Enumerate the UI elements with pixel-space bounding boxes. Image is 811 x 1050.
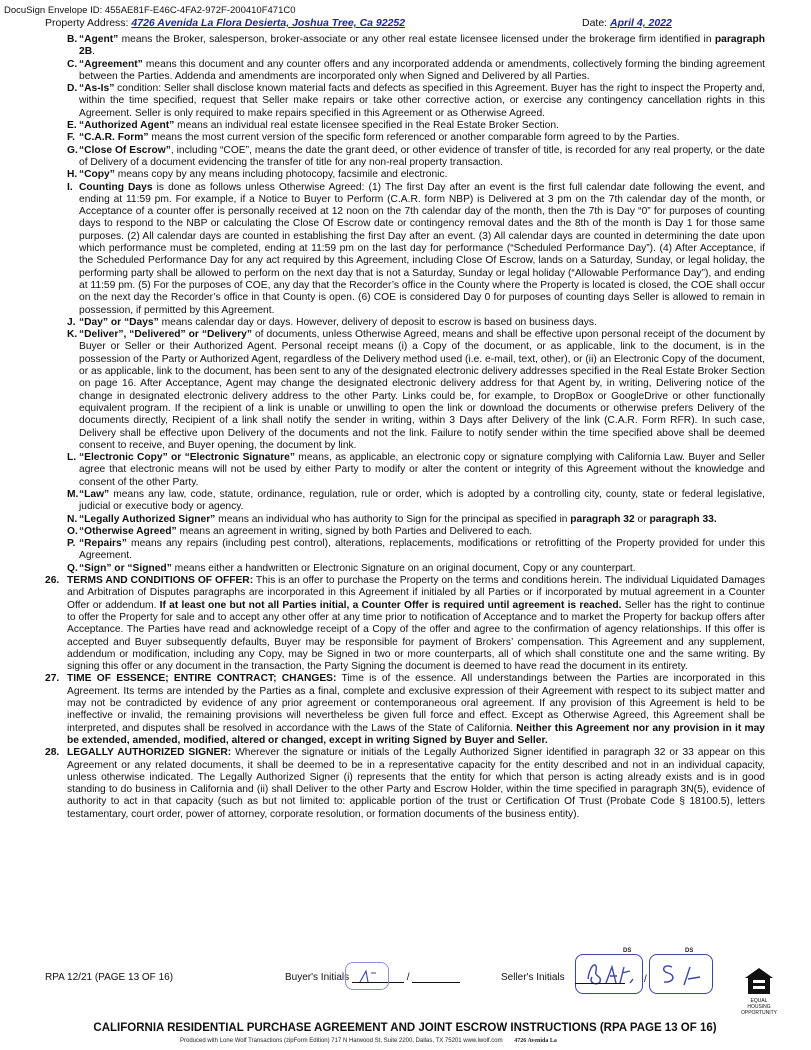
definition-term: “As-Is” — [79, 83, 115, 95]
definition-item — [45, 59, 765, 84]
definition-text: of documents, unless Otherwise Agreed, means and shall be effective upon personal receipt of the document by Buyer or Seller or their Authorized Agent. Personal receipt means (i) a Copy of the document, or as applicable, link to the document, is in the possession of the Party or Authorized Agent, regardless of the Delivery method used (i.e. e-mail, text, other), or (ii) an Electronic Copy of the document, or as applicable, link to the document, has been sent to any of the designated electronic delivery addresses specified in the Real Estate Broker Section on page 16. After Acceptance, Agent may change the designated electronic delivery address for that Agent by, in writing, Delivering notice of the change in designated electronic delivery address to the other Party. Links could be, for example, to DropBox or GoogleDrive or other functionally equivalent program. If the recipient of a link is unable or unwilling to open the link or download the documents or otherwise prefers Delivery of the documents directly, Recipient of a link shall notify the sender in writing, within 3 Days after Delivery of the link (C.A.R. Form RFR). In such case, Delivery shall be effective upon Delivery of the documents and not the link. Failure to notify sender within the time specified above shall be deemed consent to receive, and Buyer opening, the document by link. — [79, 329, 765, 451]
definition-label: H. — [67, 169, 78, 181]
paragraph-title: TIME OF ESSENCE; ENTIRE CONTRACT; CHANGES: — [67, 673, 337, 685]
definition-label: C. — [67, 58, 78, 70]
definition-item — [45, 526, 765, 538]
paragraph-27 — [45, 673, 765, 747]
definition-label: B. — [67, 34, 78, 45]
buyer-initials-blank-2[interactable] — [412, 973, 460, 983]
definition-label: G. — [67, 144, 78, 156]
definition-term: “Deliver”, “Delivered” or “Delivery” — [79, 329, 252, 341]
paragraph-bold-text: If at least one but not all Parties initial, a Counter Offer is required until agreement is reached. — [159, 599, 622, 611]
buyer-initials-label: Buyer's Initials — [285, 972, 350, 983]
definition-text: means an individual who has authority to Sign for the principal as specified in — [215, 513, 571, 525]
definition-item — [45, 329, 765, 452]
definition-text: means an agreement in writing, signed by both Parties and Delivered to each. — [176, 525, 533, 537]
definition-item — [45, 132, 765, 144]
definition-text: means the most current version of the specific form referenced or another comparable form agreed to by the Parties. — [148, 132, 680, 144]
buyer-initials-docusign-box[interactable] — [345, 962, 389, 990]
definition-text: condition: Seller shall disclose known material facts and defects as specified in this Agreement. Buyer has the right to inspect the Property and, within the time specified, request that Seller make repairs or take other corrective action, or exercise any contingency cancellation rights in this Agreement. Seller is only required to make repairs specified in this Agreement or as Otherwise Agreed. — [79, 83, 765, 119]
paragraph-text: This is an offer to purchase the Property on the terms and conditions herein. The individual Liquidated Damages and Arbitration of Disputes paragraphs are incorporated in this Agreement if initialed by all Parties or if incorporated by mutual agreement in a Counter Offer or addendum. — [67, 575, 765, 611]
definition-item — [45, 563, 765, 575]
property-address-label: Property Address: — [45, 17, 129, 29]
definition-term: “Electronic Copy” or “Electronic Signature” — [79, 452, 295, 464]
seller-initials-label: Seller's Initials — [501, 972, 565, 983]
seller-initials-docusign-box-1[interactable] — [575, 954, 643, 994]
definition-reference: paragraph 2B — [79, 34, 765, 58]
definition-label: F. — [67, 132, 75, 144]
definition-label: J. — [67, 316, 76, 328]
property-header — [45, 17, 785, 29]
producer-line — [180, 1038, 557, 1044]
paragraph-text: Time is of the essence. All understandings between the Parties are incorporated in this Agreement. Its terms are intended by the Parties as a final, complete and exclusive expression of their Agreement with respect to its subject matter and may not be contradicted by evidence of any prior agreement or contemporaneous oral agreement. If any provision of this Agreement is held to be ineffective or invalid, the remaining provisions will nevertheless be given full force and effect. Except as Otherwise Agreed, this Agreement shall be interpreted, and disputes shall be resolved in accordance with the Laws of the State of California. — [67, 673, 765, 734]
date-field — [582, 17, 672, 29]
definition-label: D. — [67, 83, 78, 95]
definition-term: “Agent” — [79, 34, 119, 45]
definition-label: P. — [67, 538, 76, 550]
definition-term: “Law” — [79, 488, 110, 500]
definition-item — [45, 169, 765, 181]
definition-label: E. — [67, 120, 77, 132]
definition-label: I. — [67, 181, 73, 193]
property-address-value: 4726 Avenida La Flora Desierta, Joshua Tree, Ca 92252 — [131, 17, 406, 29]
definition-term: “Copy” — [79, 169, 115, 181]
definition-term: “Sign” or “Signed” — [79, 562, 172, 574]
definition-text: is done as follows unless Otherwise Agreed: (1) The first Day after an event is the first full calendar date following the event, and ending at 11:59 pm. For example, if a Notice to Buyer to Perform (C.A.R. form NBP) is Delivered at 3 pm on the 7th calendar day of the month, or Acceptance of a counter offer is personally received at 12 noon on the 7th calendar day of the month, then the 7th is Day “0” for purposes of counting days to respond to the NBP or calculating the Close Of Escrow date or contingency removal dates and the 8th of the month is Day 1 for those same purposes. (2) All calendar days are counted in establishing the first Day after an event. (3) All calendar days are counted in determining the date upon which performance must be completed, ending at 11:59 pm on the last day for performance (“Scheduled Performance Day”). (4) After Acceptance, if the Scheduled Performance Day for any act required by this Agreement, including Close Of Escrow, lands on a Saturday, Sunday, or legal holiday, the performing party shall be allowed to perform on the next day that is not a Saturday, Sunday or legal holiday (“Allowable Performance Day”), and ending at 11:59 pm. (5) For the purposes of COE, any day that the Recorder’s office in the County where the Property is located is closed, the COE shall occur on the next day the Recorder’s office in that County is open. (6) COE is considered Day 0 for purposes of counting days Seller is allowed to remain in possession, if permitted by this Agreement. — [79, 181, 765, 316]
paragraph-number: 26. — [45, 575, 60, 587]
definition-item — [45, 489, 765, 514]
seller-initials-signature-2 — [650, 955, 712, 993]
definition-item — [45, 83, 765, 120]
definition-term: “Close Of Escrow” — [79, 144, 171, 156]
definition-label: O. — [67, 525, 78, 537]
definition-text: means any law, code, statute, ordinance, regulation, rule or order, which is adopted by a controlling city, county, state or federal legislative, judicial or executive body or agency. — [79, 488, 765, 513]
definition-term: “Repairs” — [79, 538, 127, 550]
definition-term: Counting Days — [79, 181, 153, 193]
paragraphs-list — [45, 575, 765, 821]
ds-tag-seller-2: DS — [685, 948, 694, 954]
definition-item — [45, 182, 765, 317]
ds-tag-seller-1: DS — [623, 948, 632, 954]
definition-text: means either a handwritten or Electronic Signature on an original document, Copy or any counterpart. — [171, 562, 636, 574]
paragraph-26 — [45, 575, 765, 673]
definition-item — [45, 34, 765, 59]
definition-text: means any repairs (including pest control), alterations, replacements, modifications or retrofitting of the Property provided for under this Agreement. — [79, 538, 765, 562]
definition-term: “C.A.R. Form” — [79, 132, 149, 144]
definition-text: means calendar day or days. However, delivery of deposit to escrow is based on business days. — [158, 316, 597, 328]
definition-tail: . — [92, 46, 95, 58]
definition-item — [45, 145, 765, 170]
paragraph-number: 27. — [45, 673, 60, 685]
definition-reference: paragraph 32 — [570, 513, 635, 525]
definition-label: Q. — [67, 562, 78, 574]
seller-initials-blank-1[interactable] — [575, 982, 625, 984]
definition-term: “Authorized Agent” — [79, 120, 175, 132]
buyer-initials-separator: / — [406, 972, 410, 983]
definition-label: M. — [67, 488, 79, 500]
file-name: 4726 Avenida La — [514, 1038, 557, 1044]
definition-text: means copy by any means including photocopy, facsimile and electronic. — [114, 169, 448, 181]
paragraph-28 — [45, 747, 765, 821]
definition-item — [45, 120, 765, 132]
date-label: Date: — [582, 17, 608, 29]
equal-housing-icon — [743, 966, 775, 996]
definitions-list — [45, 34, 765, 575]
definition-text: means, as applicable, an electronic copy or signature complying with California Law. Buyer and Seller agree that electronic means will not be used by either Party to modify or alter the content or integrity of this Agreement without the knowledge and consent of the other Party. — [79, 452, 766, 488]
definition-term: “Otherwise Agreed” — [79, 525, 177, 537]
definition-text: means this document and any counter offers and any incorporated addenda or amendments, collectively forming the binding agreement between the Parties. Addenda and amendments are incorporated only when Signed and Delivered by all Parties. — [79, 58, 765, 82]
seller-initials-signature-1 — [576, 955, 642, 993]
paragraph-number: 28. — [45, 747, 60, 759]
definition-text: means the Broker, salesperson, broker-associate or any other real estate licensee licensed under the brokerage firm identified in — [118, 34, 715, 45]
form-title: CALIFORNIA RESIDENTIAL PURCHASE AGREEMENT AND JOINT ESCROW INSTRUCTIONS (RPA PAGE 13 OF 16) — [93, 1022, 717, 1034]
envelope-id: DocuSign Envelope ID: 455AE81F-E46C-4FA2-972F-200410F471C0 — [4, 5, 296, 16]
definition-item — [45, 538, 765, 563]
definition-item — [45, 317, 765, 329]
paragraph-title: TERMS AND CONDITIONS OF OFFER: — [67, 575, 254, 587]
definition-reference-2: paragraph 33. — [649, 513, 717, 525]
definition-term: “Agreement” — [79, 58, 143, 70]
buyer-initials-mark — [346, 963, 388, 989]
producer-text: Produced with Lone Wolf Transactions (zipForm Edition) 717 N Harwood St, Suite 2200, Dallas, TX 75201 www.lwolf.com — [180, 1038, 503, 1044]
definition-item — [45, 514, 765, 526]
definition-term: “Legally Authorized Signer” — [79, 513, 216, 525]
document-body — [45, 34, 765, 821]
paragraph-text-2: Seller has the right to continue to offer the Property for sale and to accept any other offer at any time prior to notification of Acceptance and to market the Property for backup offers after Acceptance. The Parties have read and acknowledge receipt of a Copy of the offer and agree to the confirmation of agency relationships. If this offer is accepted and Buyer subsequently defaults, Buyer may be responsible for payment of Brokers’ compensation. This Agreement and any supplement, addendum or modification, including any Copy, may be Signed in two or more counterparts, all of which shall constitute one and the same writing. By signing this offer or any document in the transaction, the Party Signing the document is deemed to have read the document in its entirety. — [67, 599, 765, 673]
definition-label: N. — [67, 513, 78, 525]
definition-text: means an individual real estate licensee specified in the Real Estate Broker Section. — [174, 120, 559, 132]
definition-text: , including “COE”, means the date the grant deed, or other evidence of transfer of title, is recorded for any real property, or the date of Delivery of a document evidencing the transfer of title for any non-real property transaction. — [79, 144, 765, 168]
form-id: RPA 12/21 (PAGE 13 OF 16) — [45, 972, 174, 983]
definition-label: L. — [67, 452, 77, 464]
seller-initials-docusign-box-2[interactable] — [649, 954, 713, 994]
seller-initials — [501, 972, 565, 983]
paragraph-text: Wherever the signature or initials of the Legally Authorized Signer identified in paragraph 32 or 33 appear on this Agreement or any related documents, it shall be deemed to be in a representative capacity for the entity described and not in an individual capacity, unless otherwise indicated. The Legally Authorized Signer (i) represents that the entity for which that person is acting already exists and is in good standing to do business in California and (ii) shall Deliver to the other Party and Escrow Holder, within the time specified in paragraph 3N(5), evidence of authority to act in that capacity (such as but not limited to: applicable portion of the trust or Certification Of Trust (Probate Code § 18100.5), letters testamentary, court order, power of attorney, corporate resolution, or formation documents of the business entity). — [67, 747, 765, 820]
date-value: April 4, 2022 — [610, 17, 672, 29]
paragraph-bold-text: Neither this Agreement nor any provision in it may be extended, amended, modified, altered or changed, except in writing Signed by Buyer and Seller. — [67, 722, 765, 746]
definition-term: “Day” or “Days” — [79, 316, 159, 328]
definition-tail: or — [634, 513, 650, 525]
paragraph-title: LEGALLY AUTHORIZED SIGNER: — [67, 747, 232, 759]
definition-label: K. — [67, 329, 78, 341]
seller-initials-separator: / — [644, 974, 647, 985]
equal-housing-label: EQUAL HOUSING OPPORTUNITY — [740, 998, 778, 1016]
definition-item — [45, 452, 765, 489]
